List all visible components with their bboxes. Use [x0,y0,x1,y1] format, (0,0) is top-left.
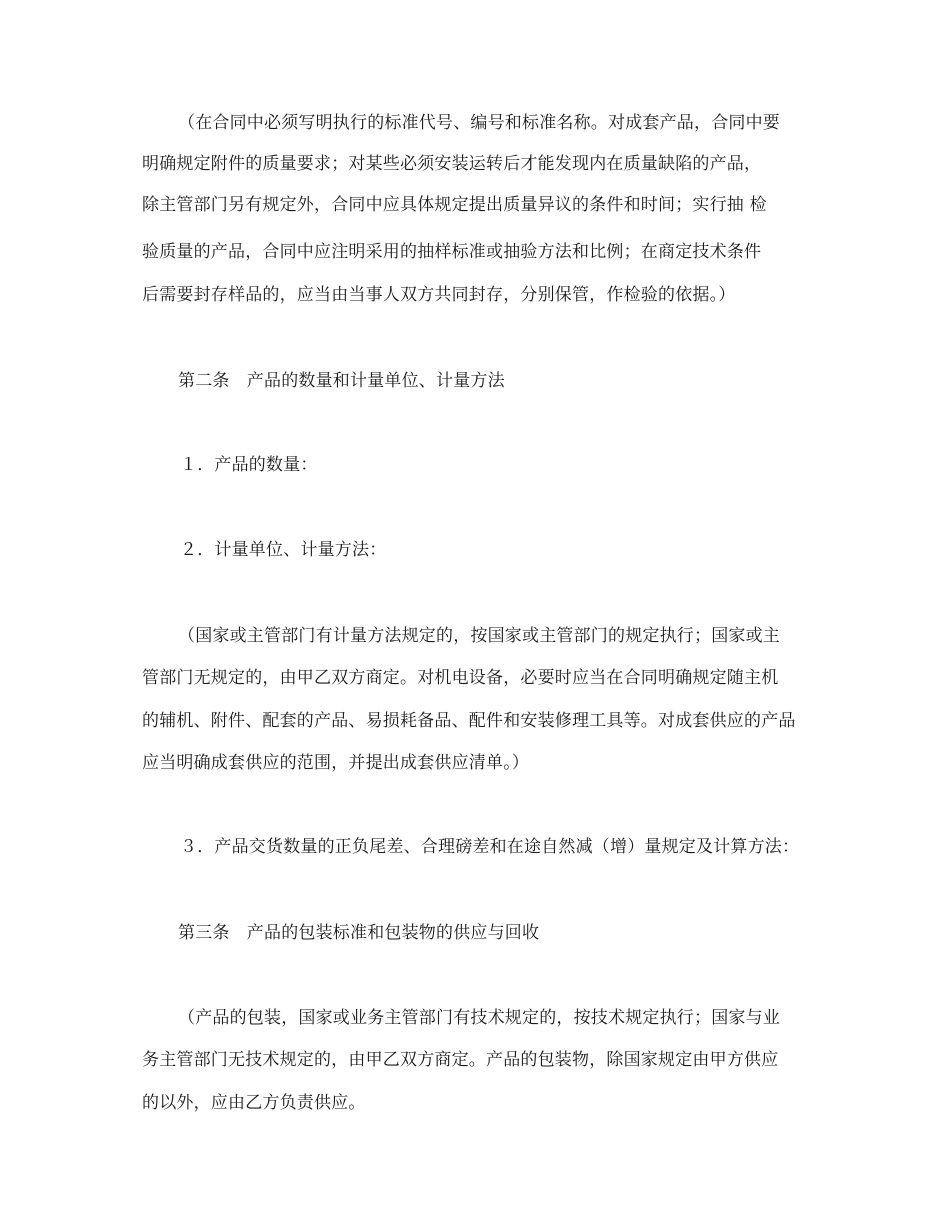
paragraph-line: （在合同中必须写明执行的标准代号、编号和标准名称。对成套产品，合同中要 [178,113,780,133]
paragraph-line: 的辅机、附件、配套的产品、易损耗备品、配件和安装修理工具等。对成套供应的产品 [142,711,796,731]
paragraph-line: 除主管部门另有规定外，合同中应具体规定提出质量异议的条件和时间；实行抽 检 [142,195,767,215]
paragraph-line: 后需要封存样品的，应当由当事人双方共同封存，分别保管，作检验的依据。） [142,285,736,305]
paragraph-line: （国家或主管部门有计量方法规定的，按国家或主管部门的规定执行；国家或主 [178,626,780,646]
paragraph-line: 明确规定附件的质量要求；对某些必须安装运转后才能发现内在质量缺陷的产品， [142,154,762,174]
paragraph-line: 管部门无规定的，由甲乙双方商定。对机电设备，必要时应当在合同明确规定随主机 [142,668,779,688]
list-item: ２．计量单位、计量方法： [180,540,387,560]
list-item: ３．产品交货数量的正负尾差、合理磅差和在途自然减（增）量规定及计算方法： [180,837,800,857]
paragraph-line: 应当明确成套供应的范围，并提出成套供应清单。） [142,753,530,773]
list-item: １．产品的数量： [180,455,318,475]
paragraph-line: （产品的包装，国家或业务主管部门有技术规定的，按技术规定执行；国家与业 [178,1008,780,1028]
article-heading: 第二条 产品的数量和计量单位、计量方法 [178,371,505,391]
paragraph-line: 验质量的产品，合同中应注明采用的抽样标准或抽验方法和比例；在商定技术条件 [142,242,762,262]
paragraph-line: 的以外，应由乙方负责供应。 [142,1093,366,1113]
article-heading: 第三条 产品的包装标准和包装物的供应与回收 [178,923,540,943]
paragraph-line: 务主管部门无技术规定的，由甲乙双方商定。产品的包装物，除国家规定由甲方供应 [142,1050,779,1070]
